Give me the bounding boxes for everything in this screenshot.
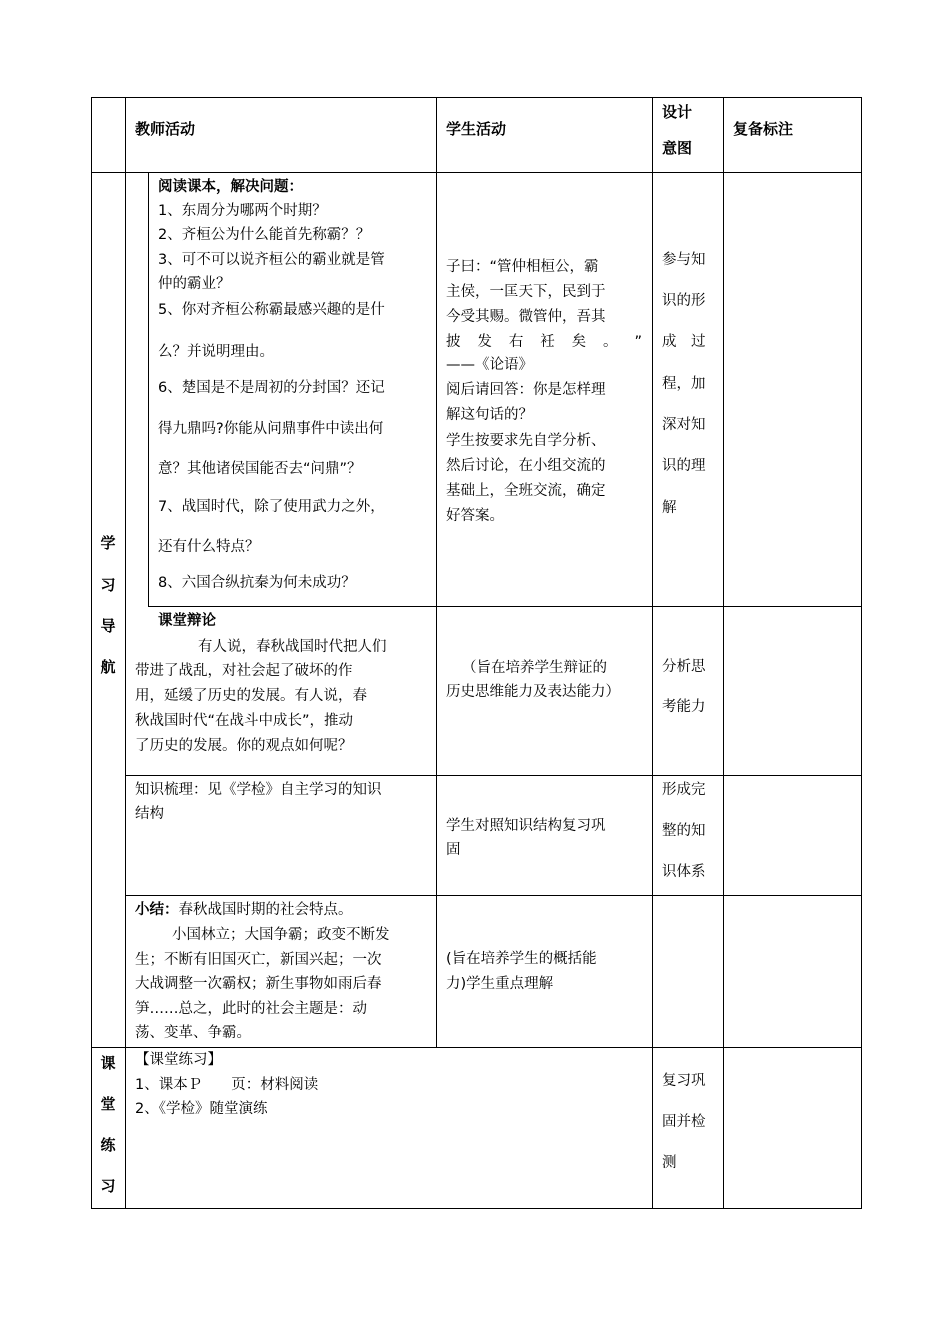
table-border-left [91,97,92,1209]
read-question-7-line2: 还有什么特点？ [158,539,260,555]
debate-line-4: 秋战国时代“在战斗中成长”，推动 [135,713,354,729]
summary-line-5: 荡、变革、争霸。 [135,1025,251,1041]
knowledge-design-line-1: 形成完 [662,782,706,798]
knowledge-student-line-1: 学生对照知识结构复习巩 [446,818,606,834]
col-divider-teacher [436,97,437,1047]
debate-student-line-2: 历史思维能力及表达能力） [446,684,620,700]
knowledge-line-1: 知识梳理：见《学检》自主学习的知识 [135,782,382,798]
practice-design-line-3: 测 [662,1155,677,1171]
practice-title: 【课堂练习】 [135,1052,222,1068]
debate-line-3: 用，延缓了历史的发展。有人说，春 [135,688,367,704]
read-student-char: ” [634,334,642,350]
practice-line-1: 1、课本Ｐ 页：材料阅读 [135,1077,319,1093]
read-question-5-line1: 5、你对齐桓公称霸最感兴趣的是什 [158,302,385,318]
col-divider-read-inner [148,172,149,606]
read-student-source: ——《论语》 [446,357,533,373]
side-label-practice-2: 堂 [100,1095,116,1113]
read-student-line-3: 今受其赐。微管仲，吾其 [446,309,606,325]
header-design-line2: 意图 [662,139,693,157]
summary-line-2: 生；不断有旧国灭亡，新国兴起；一次 [135,952,382,968]
practice-design-line-1: 复习巩 [662,1073,706,1089]
read-design-line-3: 成 过 [662,334,706,350]
table-border-right [861,97,862,1209]
side-label-guide-3: 导 [100,617,116,635]
read-design-line-5: 深对知 [662,417,706,433]
knowledge-design-line-2: 整的知 [662,823,706,839]
knowledge-line-2: 结构 [135,806,164,822]
table-border-bottom [91,1208,862,1209]
read-student-char: 衽 [540,334,555,350]
read-design-line-1: 参与知 [662,252,706,268]
summary-title [135,898,353,922]
col-divider-design [723,97,724,1209]
read-question-5-line2: 么？并说明理由。 [158,344,274,360]
summary-line-4: 笋……总之，此时的社会主题是：动 [135,1001,367,1017]
knowledge-design-line-3: 识体系 [662,864,706,880]
side-label-guide-4: 航 [100,658,116,676]
read-student-char: 披 [446,334,461,350]
read-student-line-11: 好答案。 [446,508,504,524]
read-question-3-line1: 3、可不可以说齐桓公的霸业就是管 [158,252,385,268]
header-student-activity: 学生活动 [446,120,507,138]
read-question-6-line3: 意？其他诸侯国能否去“问鼎”？ [158,461,362,477]
read-student-char: 矣 [571,334,587,350]
side-label-practice-4: 习 [100,1177,116,1195]
debate-design-line-2: 考能力 [662,699,706,715]
read-question-6-line1: 6、楚国是不是周初的分封国？还记 [158,380,385,396]
read-design-line-6: 识的理 [662,458,706,474]
read-question-6-line2: 得九鼎吗?你能从问鼎事件中读出何 [158,421,384,437]
debate-title: 课堂辩论 [158,613,216,629]
summary-label: 小结： [135,902,179,918]
summary-student-line-1: (旨在培养学生的概括能 [446,951,597,967]
read-student-line-10: 基础上，全班交流，确定 [446,483,606,499]
header-teacher-activity: 教师活动 [135,120,196,138]
read-question-3-line2: 仲的霸业？ [158,276,231,292]
summary-line-1: 小国林立；大国争霸；政变不断发 [172,927,390,943]
debate-line-1: 有人说，春秋战国时代把人们 [198,639,387,655]
side-label-practice-1: 课 [100,1054,116,1072]
col-divider-side [125,97,126,1209]
row-divider-debate [125,775,862,776]
read-design-line-7: 解 [662,500,677,516]
read-question-8: 8、六国合纵抗秦为何未成功？ [158,575,356,591]
row-divider-read [148,606,862,607]
read-student-line-6: 阅后请回答：你是怎样理 [446,382,606,398]
read-student-line-2: 主侯，一匡天下，民到于 [446,284,606,300]
read-question-1: 1、东周分为哪两个时期？ [158,203,327,219]
side-label-practice-3: 练 [100,1136,116,1154]
summary-line-3: 大战调整一次霸权；新生事物如雨后春 [135,976,382,992]
summary-title-rest: 春秋战国时期的社会特点。 [178,902,353,918]
read-question-2: 2、齐桓公为什么能首先称霸？？ [158,227,371,243]
read-question-7-line1: 7、战国时代，除了使用武力之外， [158,499,385,515]
header-design-line1: 设计 [662,103,693,121]
side-label-guide-1: 学 [100,534,116,552]
practice-line-2: 2、《学检》随堂演练 [135,1101,268,1117]
side-label-guide-2: 习 [100,576,116,594]
read-student-line-4 [446,330,642,354]
debate-line-2: 带进了战乱，对社会起了破坏的作 [135,663,353,679]
read-student-char: 发 [477,334,492,350]
read-design-line-2: 识的形 [662,293,706,309]
table-border-top [91,97,862,98]
header-row-bottom [91,172,862,173]
read-title: 阅读课本，解决问题： [158,179,303,195]
practice-design-line-2: 固并检 [662,1114,706,1130]
read-design-line-4: 程，加 [662,376,706,392]
knowledge-student-line-2: 固 [446,842,461,858]
read-student-char: 右 [508,334,524,350]
read-student-char: 。 [603,334,618,350]
col-divider-student [652,97,653,1209]
row-divider-knowledge [125,895,862,896]
debate-line-5: 了历史的发展。你的观点如何呢？ [135,738,353,754]
read-student-line-8: 学生按要求先自学分析、 [446,433,606,449]
read-student-line-1: 子曰：“管仲相桓公，霸 [446,259,599,275]
summary-student-line-2: 力)学生重点理解 [446,976,554,992]
read-student-line-9: 然后讨论，在小组交流的 [446,458,606,474]
read-student-line-7: 解这句话的？ [446,407,533,423]
debate-student-line-1: （旨在培养学生辩证的 [462,660,607,676]
header-review-notes: 复备标注 [733,120,794,138]
debate-design-line-1: 分析思 [662,659,706,675]
